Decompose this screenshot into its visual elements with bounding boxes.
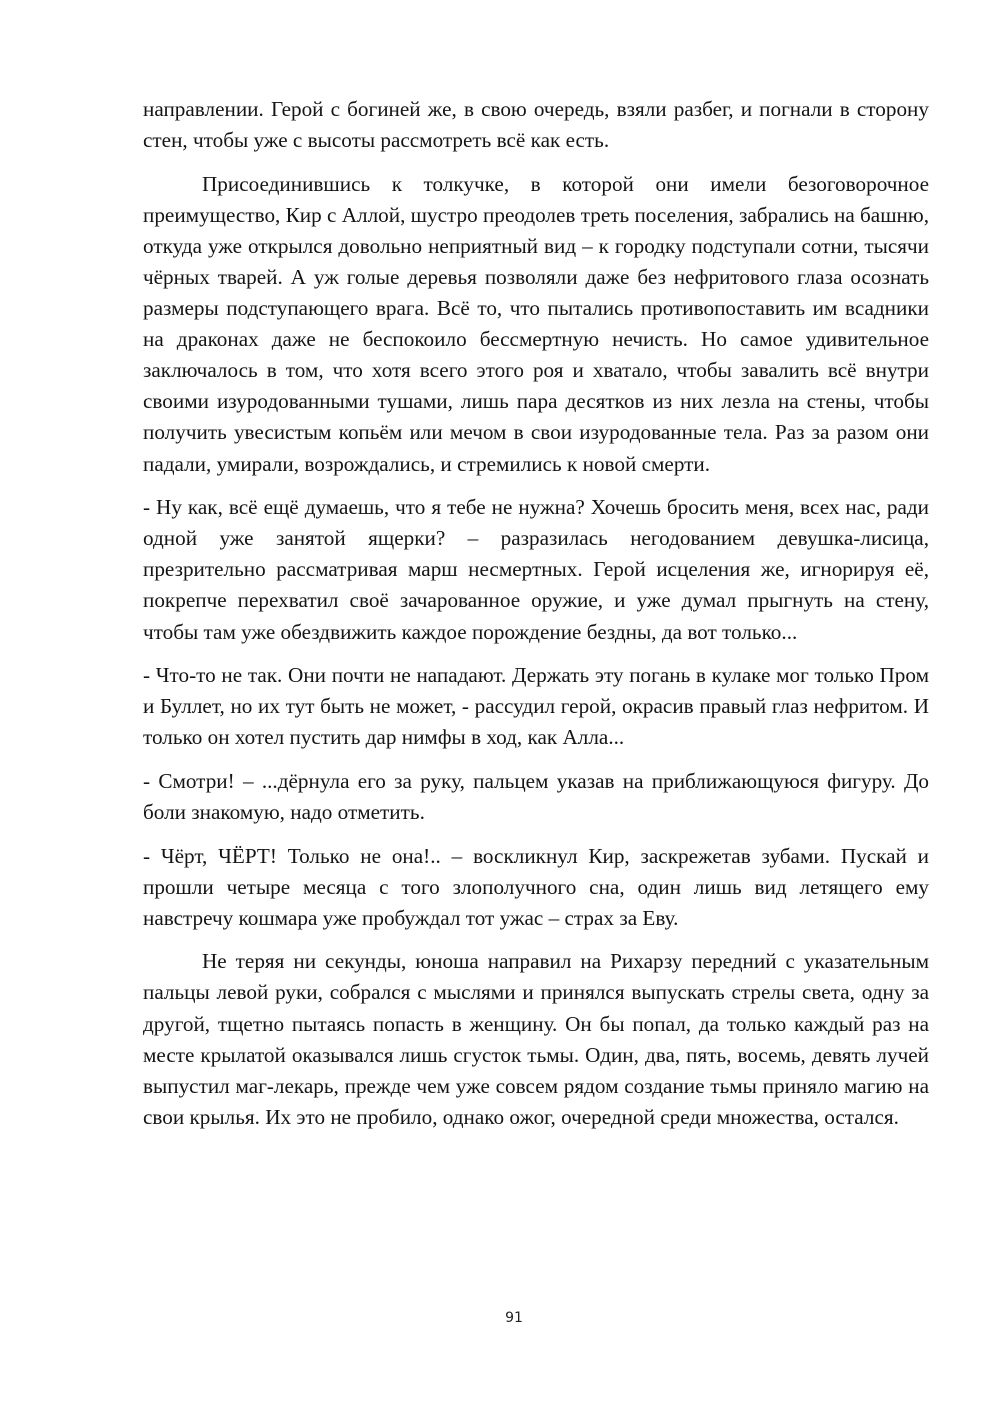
paragraph-4-dialogue: - Что-то не так. Они почти не нападают. Держать эту погань в кулаке мог только Пром и Буллет, но их тут быть не может, - рассудил герой, окрасив правый глаз нефритом. И только он хотел пустить дар нимфы в ход, как Алла... bbox=[143, 663, 929, 750]
page-body bbox=[143, 94, 929, 1145]
paragraph-6-dialogue: - Чёрт, ЧЁРТ! Только не она!.. – воскликнул Кир, заскрежетав зубами. Пускай и прошли четыре месяца с того злополучного сна, один лишь вид летящего ему навстречу кошмара уже пробуждал тот ужас – страх за Еву. bbox=[143, 843, 929, 930]
paragraph-5-dialogue: - Смотри! – ...дёрнула его за руку, пальцем указав на приближающуюся фигуру. До боли знакомую, надо отметить. bbox=[143, 768, 929, 824]
paragraph-3-dialogue: - Ну как, всё ещё думаешь, что я тебе не нужна? Хочешь бросить меня, всех нас, ради одной уже занятой ящерки? – разразилась негодованием девушка-лисица, презрительно рассматривая марш несмертных. Герой исцеления же, игнорируя её, покрепче перехватил своё зачарованное оружие, и уже думал прыгнуть на стену, чтобы там уже обездвижить каждое порождение бездны, да вот только... bbox=[143, 495, 929, 644]
paragraph-2: Присоединившись к толкучке, в которой они имели безоговорочное преимущество, Кир с Аллой, шустро преодолев треть поселения, забрались на башню, откуда уже открылся довольно неприятный вид – к городку подступали сотни, тысячи чёрных тварей. А уж голые деревья позволяли даже без нефритового глаза осознать размеры подступающего врага. Всё то, что пытались противопоставить им всадники на драконах даже не беспокоило бессмертную нечисть. Но самое удивительное заключалось в том, что хотя всего этого роя и хватало, чтобы завалить всё внутри своими изуродованными тушами, лишь пара десятков из них лезла на стены, чтобы получить увесистым копьём или мечом в свои изуродованные тела. Раз за разом они падали, умирали, возрождались, и стремились к новой смерти. bbox=[143, 171, 929, 476]
paragraph-1: направлении. Герой с богиней же, в свою очередь, взяли разбег, и погнали в сторону стен, чтобы уже с высоты рассмотреть всё как есть. bbox=[143, 97, 929, 153]
paragraph-7: Не теряя ни секунды, юноша направил на Рихарзу передний с указательным пальцы левой руки, собрался с мыслями и принялся выпускать стрелы света, одну за другой, тщетно пытаясь попасть в женщину. Он бы попал, да только каждый раз на месте крылатой оказывался лишь сгусток тьмы. Один, два, пять, восемь, девять лучей выпустил маг-лекарь, прежде чем уже совсем рядом создание тьмы приняло магию на свои крылья. Их это не пробило, однако ожог, очередной среди множества, остался. bbox=[143, 949, 929, 1129]
page-number: 91 bbox=[505, 1310, 523, 1326]
